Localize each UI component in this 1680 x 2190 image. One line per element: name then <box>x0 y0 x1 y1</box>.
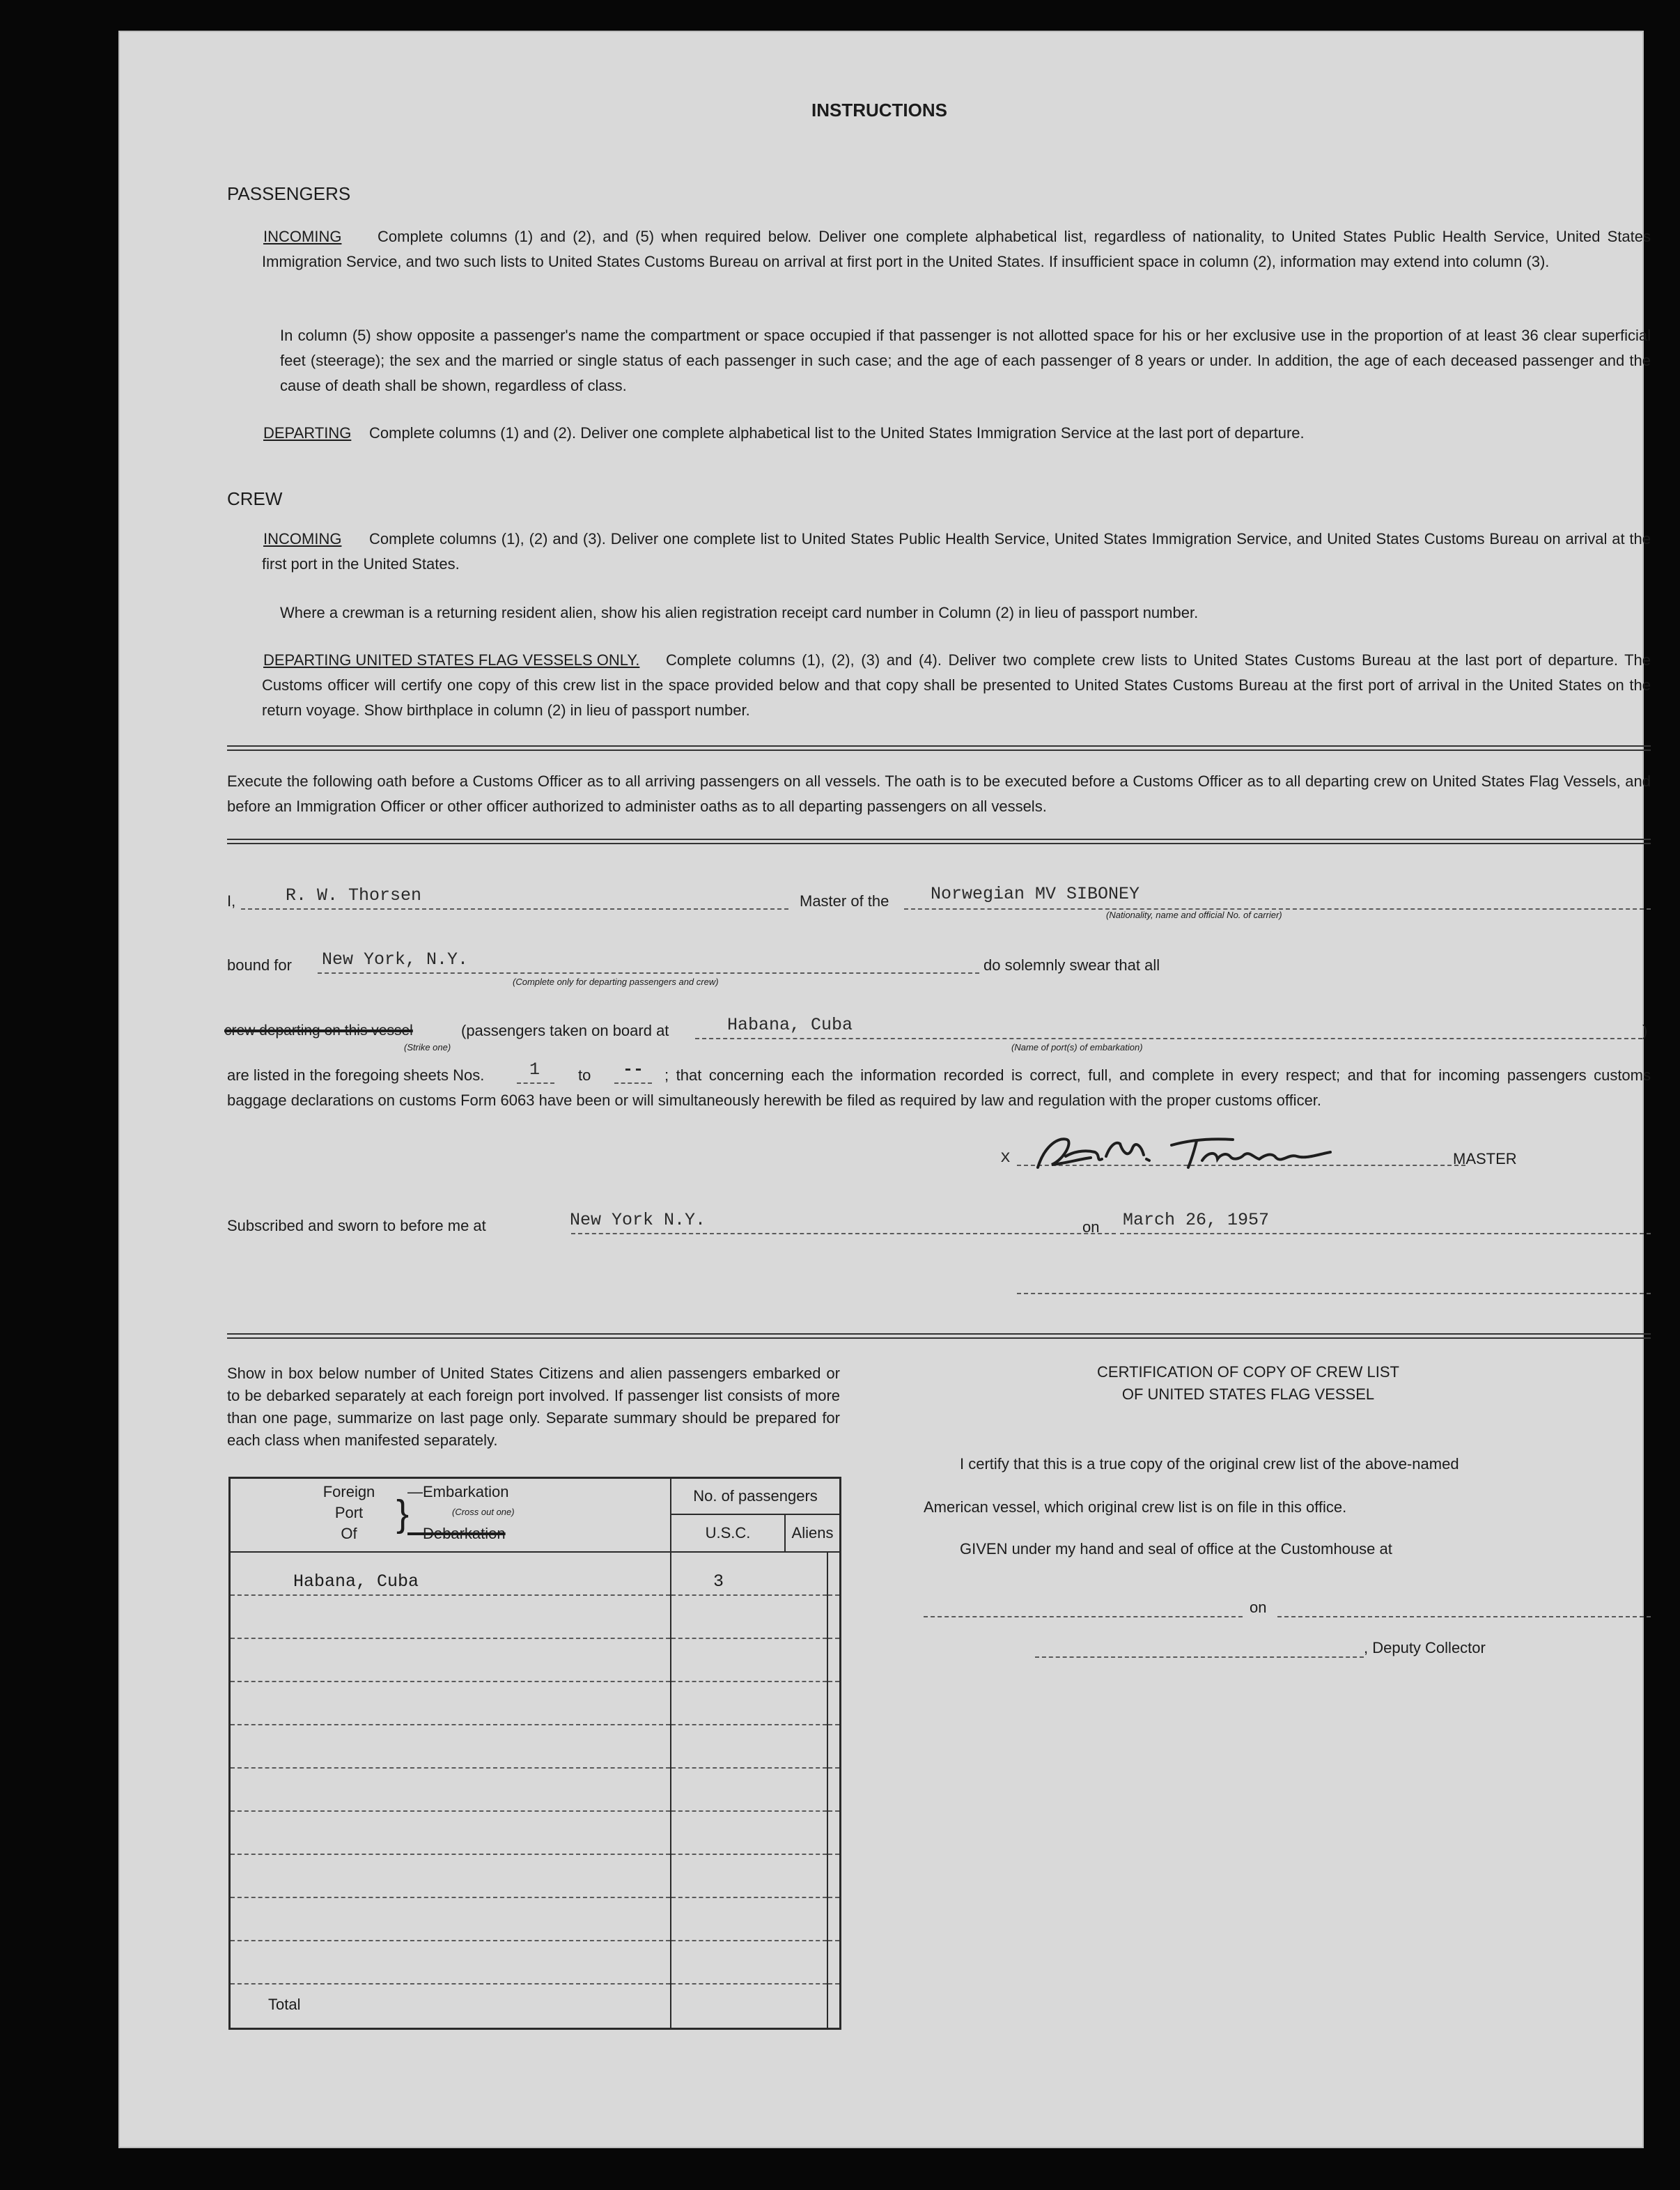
embark-port-line <box>695 1038 1642 1039</box>
subscribed-label: Subscribed and sworn to before me at <box>227 1217 486 1234</box>
brace: } <box>396 1493 410 1535</box>
master-label: MASTER <box>1453 1150 1517 1167</box>
passengers-departing-label: DEPARTING <box>263 424 352 442</box>
certification-title-line1: CERTIFICATION OF COPY OF CREW LIST <box>1097 1363 1399 1381</box>
usc-cell <box>671 1595 827 1638</box>
passengers-incoming-text: Complete columns (1) and (2), and (5) when required below. Deliver one complete alphabetical list, regardless of nationality, to United States Public Health Service, United States Immigration Service, and two such lists to United States Customs Bureau on arrival at first port in the United States. If insufficient space in column (2), information may extend into column (3). <box>262 228 1651 270</box>
total-label: Total <box>230 1984 671 2028</box>
usc-cell <box>671 1811 827 1854</box>
table-row <box>230 1811 841 1854</box>
table-row <box>230 1638 841 1682</box>
strike-caption: (Strike one) <box>404 1042 451 1053</box>
to-label: to <box>578 1066 591 1084</box>
table-row <box>230 1768 841 1811</box>
aliens-cell <box>827 1552 841 1595</box>
crew-heading: CREW <box>227 488 283 509</box>
port-cell <box>230 1811 671 1854</box>
close-paren: ) <box>1642 1022 1648 1039</box>
table-row <box>230 1854 841 1897</box>
bound-for-caption: (Complete only for departing passengers and crew) <box>513 977 719 987</box>
certification-line2: American vessel, which original crew list is on file in this office. <box>924 1498 1347 1516</box>
usc-cell: 3 <box>671 1552 827 1595</box>
usc-cell <box>671 1682 827 1725</box>
passengers-incoming-label: INCOMING <box>263 228 342 245</box>
vessel-value: Norwegian MV SIBONEY <box>931 884 1140 904</box>
aliens-cell <box>827 1638 841 1682</box>
table-row <box>230 1897 841 1941</box>
bound-for-label: bound for <box>227 956 292 974</box>
port-cell <box>230 1638 671 1682</box>
usc-cell <box>671 1768 827 1811</box>
port-label: Port <box>334 1504 364 1521</box>
aliens-cell <box>827 1768 841 1811</box>
strike-option: crew departing on this vessel <box>224 1023 413 1039</box>
divider <box>227 745 1651 751</box>
certification-on-label: on <box>1250 1599 1267 1616</box>
certification-title-line2: OF UNITED STATES FLAG VESSEL <box>1121 1385 1375 1403</box>
no-passengers-header: No. of passengers <box>671 1479 839 1515</box>
passengers-taken-label: (passengers taken on board at <box>461 1022 669 1039</box>
passengers-departing-text: Complete columns (1) and (2). Deliver one complete alphabetical list to the United States Immigration Service at the last port of departure. <box>369 424 1305 442</box>
port-cell <box>230 1725 671 1768</box>
certification-line1: I certify that this is a true copy of the original crew list of the above-named <box>960 1455 1459 1473</box>
table-row <box>230 1682 841 1725</box>
master-of-label: Master of the <box>800 892 889 910</box>
usc-header: U.S.C. <box>671 1515 786 1551</box>
deputy-signature-line <box>1035 1656 1364 1658</box>
divider <box>227 839 1651 844</box>
crew-incoming-label: INCOMING <box>263 530 342 548</box>
port-cell <box>230 1595 671 1638</box>
usc-cell <box>671 1725 827 1768</box>
usc-cell <box>671 1941 827 1984</box>
sworn-date-line <box>1120 1233 1651 1234</box>
x-mark: x <box>1000 1147 1011 1167</box>
passenger-summary-table <box>228 1477 841 2030</box>
cross-out-caption: (Cross out one) <box>452 1507 515 1517</box>
deputy-collector-label: , Deputy Collector <box>1364 1639 1486 1656</box>
master-name-line <box>241 908 788 910</box>
port-cell: Habana, Cuba <box>230 1552 671 1595</box>
certification-line3: GIVEN under my hand and seal of office at the Customhouse at <box>960 1540 1392 1558</box>
crew-incoming-text: Complete columns (1), (2) and (3). Deliver one complete list to United States Public Health Service, United States Immigration Service, and United States Customs Bureau on arrival at the first port in the United States. <box>262 530 1651 573</box>
of-label: Of <box>341 1525 357 1542</box>
aliens-cell <box>827 1682 841 1725</box>
total-aliens-cell <box>827 1984 841 2028</box>
aliens-cell <box>827 1941 841 1984</box>
aliens-cell <box>827 1897 841 1941</box>
vessel-caption: (Nationality, name and official No. of carrier) <box>1106 910 1282 920</box>
on-label: on <box>1082 1218 1100 1236</box>
summary-instruction: Show in box below number of United States Citizens and alien passengers embarked or to be debarked separately at each foreign port involved. If passenger list consists of more than one page, summarize on last page only. Separate summary should be prepared for each class when manifested separately. <box>227 1365 840 1449</box>
debarkation-label: —Debarkation <box>407 1525 506 1542</box>
crew-departing-text: Complete columns (1), (2), (3) and (4). Deliver two complete crew lists to United States Customs Bureau at the last port of departure. The Customs officer will certify one copy of this crew list in the space provided below and that copy shall be presented to United States Customs Bureau at the first port of arrival in the United States on the return voyage. Show birthplace in column (2) in lieu of passport number. <box>262 651 1651 719</box>
swear-text: do solemnly swear that all <box>983 956 1160 974</box>
port-cell <box>230 1941 671 1984</box>
sworn-place-line <box>571 1233 1116 1234</box>
certification-title <box>977 1361 1520 1406</box>
sheet-from-value: 1 <box>529 1059 540 1080</box>
embark-port-value: Habana, Cuba <box>727 1015 853 1035</box>
aliens-cell <box>827 1595 841 1638</box>
passengers-column5-text: In column (5) show opposite a passenger's name the compartment or space occupied if that passenger is not allotted space for his or her exclusive use in the proportion of at least 36 clear superficial feet (steerage); the sex and the married or single status of each passenger in such case; and the age of each passenger of 8 years or under. In addition, the age of each deceased passenger and the cause of death shall be shown, regardless of class. <box>280 327 1651 394</box>
page-title: INSTRUCTIONS <box>811 100 947 121</box>
sworn-date-value: March 26, 1957 <box>1123 1210 1270 1230</box>
foreign-label: Foreign <box>322 1483 375 1500</box>
master-name-value: R. W. Thorsen <box>286 885 422 906</box>
oath-instruction: Execute the following oath before a Customs Officer as to all arriving passengers on all vessels. The oath is to be executed before a Customs Officer as to all departing crew on United States Flag Vessels, and before an Immigration Officer or other officer authorized to administer oaths as to all departing passengers on all vessels. <box>227 772 1651 815</box>
table-row <box>230 1725 841 1768</box>
officer-signature-line <box>1017 1293 1651 1294</box>
port-cell <box>230 1682 671 1725</box>
aliens-cell <box>827 1811 841 1854</box>
foreign-port-of-label <box>321 1482 377 1544</box>
aliens-cell <box>827 1725 841 1768</box>
crew-resident-text: Where a crewman is a returning resident alien, show his alien registration receipt card number in Column (2) in lieu of passport number. <box>280 604 1199 621</box>
usc-cell <box>671 1897 827 1941</box>
total-usc-cell <box>671 1984 827 2028</box>
usc-cell <box>671 1854 827 1897</box>
port-cell <box>230 1768 671 1811</box>
table-row <box>230 1595 841 1638</box>
sheet-to-value: -- <box>623 1059 644 1080</box>
customhouse-line <box>924 1616 1243 1617</box>
aliens-cell <box>827 1854 841 1897</box>
sworn-place-value: New York N.Y. <box>570 1210 706 1230</box>
bound-for-line <box>318 972 979 974</box>
aliens-header: Aliens <box>791 1524 834 1541</box>
usc-cell <box>671 1638 827 1682</box>
sheets-text: ; that concerning each the information recorded is correct, full, and complete in every respect; and that for incoming passengers customs baggage declarations on customs Form 6063 have been or will simultaneously herewith be filed as required by law and regulation with the proper customs officer. <box>227 1066 1651 1109</box>
table-row <box>230 1941 841 1984</box>
embarkation-label: —Embarkation <box>407 1483 509 1500</box>
signature-stroke <box>1038 1139 1330 1167</box>
crew-departing-label: DEPARTING UNITED STATES FLAG VESSELS ONLY. <box>263 651 640 669</box>
bound-for-value: New York, N.Y. <box>322 949 469 970</box>
master-signature <box>1024 1124 1344 1180</box>
passengers-heading: PASSENGERS <box>227 183 351 204</box>
port-cell <box>230 1854 671 1897</box>
table-row <box>230 1552 841 1595</box>
port-cell <box>230 1897 671 1941</box>
divider <box>227 1333 1651 1339</box>
oath-i-label: I, <box>227 892 236 910</box>
form-page <box>118 31 1651 2148</box>
certification-date-line <box>1277 1616 1651 1617</box>
embark-port-caption: (Name of port(s) of embarkation) <box>1011 1042 1143 1053</box>
sheets-label: are listed in the foregoing sheets Nos. <box>227 1066 485 1084</box>
